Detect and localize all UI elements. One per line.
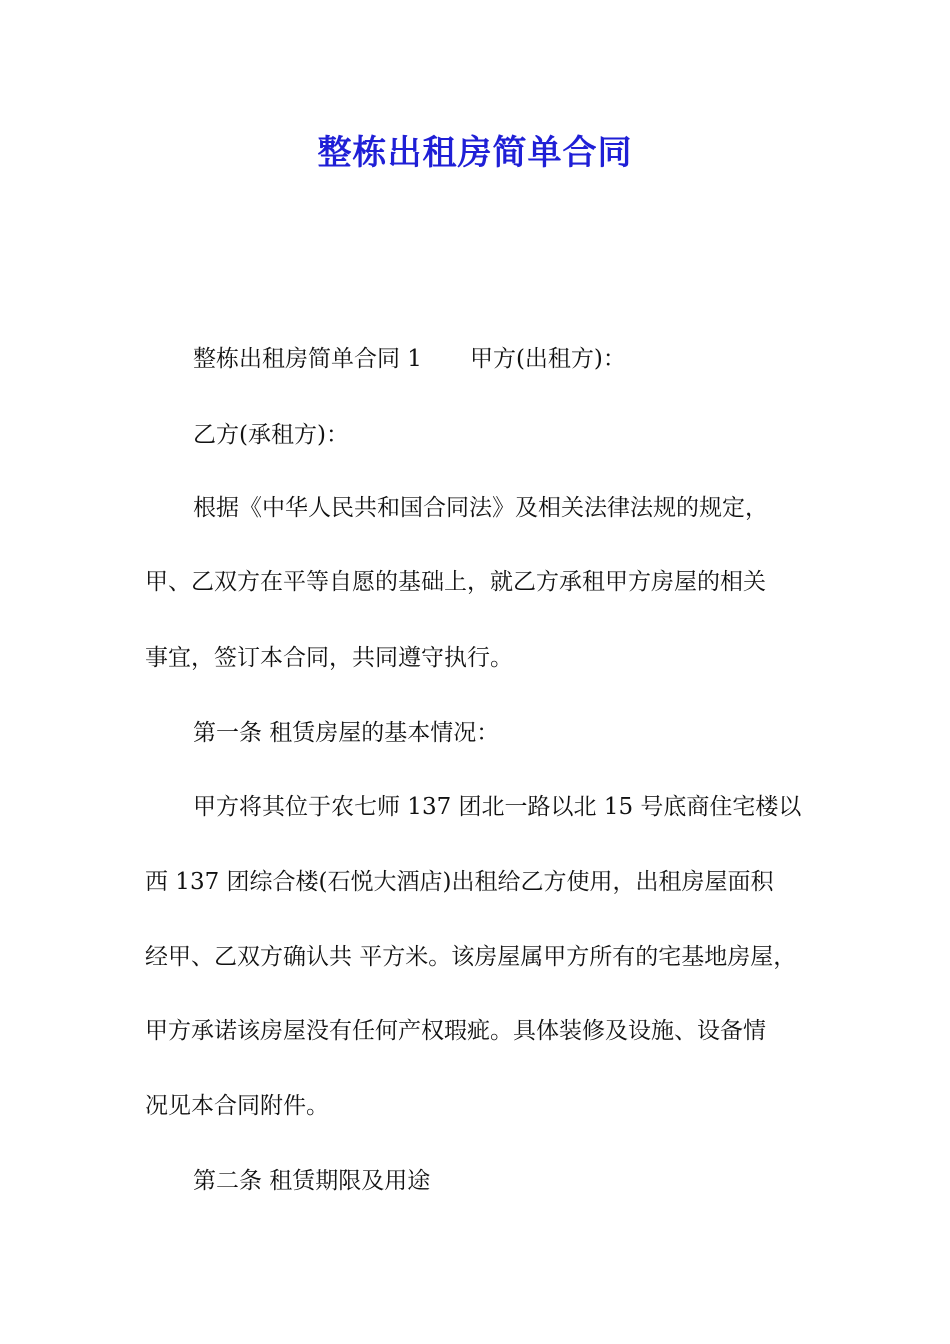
body-line-11: 况见本合同附件。: [145, 1093, 329, 1119]
party-a-label: 甲方(出租方)：: [469, 346, 626, 372]
party-b-label: 乙方(承租方)：: [193, 422, 349, 448]
body-line-10: 甲方承诺该房屋没有任何产权瑕疵。具体装修及设施、设备情: [145, 1018, 766, 1044]
body-line-3: 根据《中华人民共和国合同法》及相关法律法规的规定，: [193, 495, 768, 521]
body-line-8: 西 137 团综合楼(石悦大酒店)出租给乙方使用，出租房屋面积: [145, 869, 774, 895]
body-line-7: 甲方将其位于农七师 137 团北一路以北 15 号底商住宅楼以: [193, 794, 802, 820]
body-line-1: [193, 342, 626, 376]
contract-subtitle: 整栋出租房简单合同 1: [193, 346, 422, 372]
article-2-heading: 第二条 租赁期限及用途: [193, 1168, 431, 1194]
body-line-9: 经甲、乙双方确认共 平方米。该房屋属甲方所有的宅基地房屋，: [145, 944, 797, 970]
article-1-heading: 第一条 租赁房屋的基本情况：: [193, 720, 500, 746]
body-line-4: 甲、乙双方在平等自愿的基础上，就乙方承租甲方房屋的相关: [145, 569, 766, 595]
body-line-5: 事宜，签订本合同，共同遵守执行。: [145, 645, 513, 671]
document-title: 整栋出租房简单合同: [317, 133, 633, 173]
